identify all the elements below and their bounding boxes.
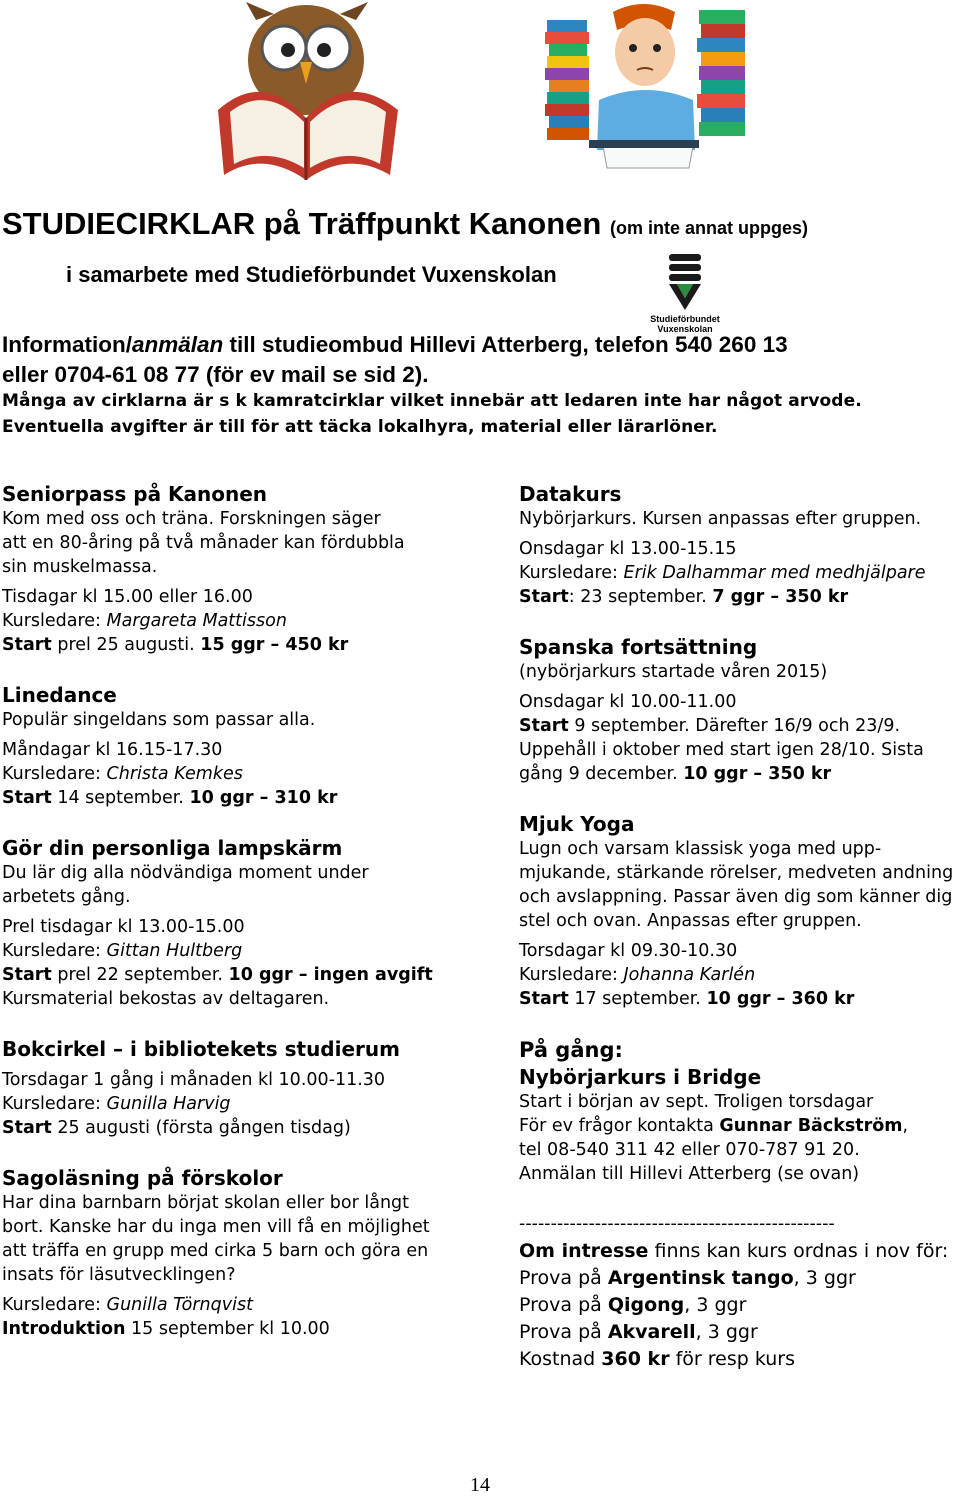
leader-label: Kursledare: bbox=[2, 611, 107, 631]
course-desc: Lugn och varsam klassisk yoga med upp- bbox=[519, 839, 882, 859]
item-suffix: , 3 ggr bbox=[793, 1267, 856, 1289]
course-heading: Bokcirkel – i bibliotekets studierum bbox=[2, 1037, 400, 1061]
course-desc: Start i början av sept. Troligen torsdagar bbox=[519, 1092, 874, 1112]
course-material-note: Kursmaterial bekostas av deltagaren. bbox=[2, 989, 330, 1009]
course-sagolasning bbox=[2, 1165, 502, 1341]
course-heading: Datakurs bbox=[519, 482, 622, 506]
course-yoga bbox=[519, 811, 959, 1011]
sv-logo-line1: Studieförbundet bbox=[650, 314, 720, 324]
course-desc: Kom med oss och träna. Forskningen säger bbox=[2, 509, 381, 529]
sv-logo-mark-icon bbox=[665, 254, 705, 310]
course-time: Onsdagar kl 10.00-11.00 bbox=[519, 692, 737, 712]
item-prefix: Prova på bbox=[519, 1321, 608, 1343]
interest-text: finns kan kurs ordnas i nov för: bbox=[648, 1240, 949, 1262]
course-time: Torsdagar 1 gång i månaden kl 10.00-11.30 bbox=[2, 1070, 386, 1090]
page-title bbox=[2, 206, 808, 242]
owl-reading-illustration bbox=[208, 0, 408, 185]
leader-name: Gunilla Harvig bbox=[106, 1094, 231, 1114]
cost-amount: 360 kr bbox=[601, 1348, 670, 1370]
contact-name: Gunnar Bäckström bbox=[719, 1116, 903, 1136]
cost-prefix: Kostnad bbox=[519, 1348, 602, 1370]
course-price: 10 ggr – 360 kr bbox=[706, 989, 855, 1009]
leader-name: Gunilla Törnqvist bbox=[106, 1295, 253, 1315]
start-label: Start bbox=[2, 635, 52, 655]
note-line-2: Eventuella avgifter är till för att täcka lokalhyra, material eller lärarlöner. bbox=[2, 417, 718, 437]
start-label: Start bbox=[519, 587, 569, 607]
course-desc: stel och ovan. Anpassas efter gruppen. bbox=[519, 911, 862, 931]
leader-label: Kursledare: bbox=[519, 563, 624, 583]
course-lampskarm bbox=[2, 835, 502, 1011]
course-start bbox=[2, 1116, 502, 1140]
course-price: 10 ggr – 350 kr bbox=[683, 764, 832, 784]
leader-label: Kursledare: bbox=[2, 941, 107, 961]
sv-logo-line2: Vuxenskolan bbox=[657, 324, 713, 334]
course-leader bbox=[2, 1092, 502, 1116]
contact-phone: tel 08-540 311 42 eller 070-787 91 20. bbox=[519, 1140, 860, 1160]
course-linedance bbox=[2, 682, 502, 810]
course-price: 10 ggr – 310 kr bbox=[189, 788, 338, 808]
course-contact bbox=[519, 1114, 959, 1138]
course-leader bbox=[519, 561, 959, 585]
interest-section bbox=[519, 1238, 959, 1373]
interest-item bbox=[519, 1292, 959, 1319]
item-name: Akvarell bbox=[607, 1321, 696, 1343]
course-desc: (nybörjarkurs startade våren 2015) bbox=[519, 662, 828, 682]
right-column bbox=[519, 481, 959, 1373]
course-seniorpass bbox=[2, 481, 502, 657]
start-date: 14 september. bbox=[51, 788, 190, 808]
contact-text: För ev frågor kontakta bbox=[519, 1116, 720, 1136]
item-prefix: Prova på bbox=[519, 1267, 608, 1289]
item-prefix: Prova på bbox=[519, 1294, 608, 1316]
course-desc: Nybörjarkurs. Kursen anpassas efter gruppen. bbox=[519, 509, 922, 529]
course-spanska bbox=[519, 634, 959, 786]
student-with-books-illustration bbox=[543, 0, 750, 172]
course-leader bbox=[2, 609, 502, 633]
course-heading: Nybörjarkurs i Bridge bbox=[519, 1065, 762, 1089]
course-desc: att en 80-åring på två månader kan fördubbla bbox=[2, 533, 405, 553]
info-text-1: Information/ bbox=[2, 332, 132, 357]
interest-item bbox=[519, 1265, 959, 1292]
page-number: 14 bbox=[470, 1474, 490, 1496]
divider-line: -------------------------------------------------- bbox=[519, 1214, 835, 1234]
item-suffix: , 3 ggr bbox=[695, 1321, 758, 1343]
note-line-1: Många av cirklarna är s k kamratcirklar vilket innebär att ledaren inte har något arvode. bbox=[2, 391, 862, 411]
course-time: Onsdagar kl 13.00-15.15 bbox=[519, 539, 737, 559]
course-desc: Har dina barnbarn börjat skolan eller bor långt bbox=[2, 1193, 410, 1213]
course-start bbox=[2, 786, 502, 810]
start-label: Start bbox=[519, 716, 569, 736]
interest-lead bbox=[519, 1238, 959, 1265]
start-label: Start bbox=[2, 788, 52, 808]
info-italic: anmälan bbox=[132, 332, 224, 357]
start-date: prel 25 augusti. bbox=[51, 635, 201, 655]
info-line-2: eller 0704-61 08 77 (för ev mail se sid 2). bbox=[2, 362, 429, 387]
course-start bbox=[519, 585, 959, 609]
leader-label: Kursledare: bbox=[2, 764, 107, 784]
title-main: STUDIECIRKLAR på Träffpunkt Kanonen bbox=[2, 206, 602, 241]
intro-label: Introduktion bbox=[2, 1319, 126, 1339]
contact-comma: , bbox=[902, 1116, 909, 1136]
course-heading: Gör din personliga lampskärm bbox=[2, 836, 343, 860]
course-desc: sin muskelmassa. bbox=[2, 557, 158, 577]
course-desc: Du lär dig alla nödvändiga moment under bbox=[2, 863, 369, 883]
note-block bbox=[2, 388, 862, 440]
course-heading: Mjuk Yoga bbox=[519, 812, 635, 836]
start-date: 17 september. bbox=[568, 989, 707, 1009]
item-name: Qigong bbox=[607, 1294, 685, 1316]
interest-cost bbox=[519, 1346, 959, 1373]
leader-name: Margareta Mattisson bbox=[106, 611, 287, 631]
start-label: Start bbox=[519, 989, 569, 1009]
course-desc: bort. Kanske har du inga men vill få en möjlighet bbox=[2, 1217, 430, 1237]
course-price: 15 ggr – 450 kr bbox=[200, 635, 349, 655]
start-date: 25 augusti (första gången tisdag) bbox=[51, 1118, 351, 1138]
collaboration-line: i samarbete med Studieförbundet Vuxenskolan bbox=[66, 262, 557, 287]
info-block bbox=[2, 330, 788, 390]
course-datakurs bbox=[519, 481, 959, 609]
course-desc: Uppehåll i oktober med start igen 28/10. Sista bbox=[519, 740, 924, 760]
left-column bbox=[2, 481, 502, 1341]
course-start bbox=[519, 714, 959, 738]
course-leader bbox=[519, 963, 959, 987]
start-date: : 23 september. bbox=[568, 587, 713, 607]
course-price: 10 ggr – ingen avgift bbox=[228, 965, 433, 985]
sv-logo bbox=[645, 254, 725, 334]
course-desc: mjukande, stärkande rörelser, medveten andning bbox=[519, 863, 954, 883]
course-start bbox=[2, 633, 502, 657]
end-date: gång 9 december. bbox=[519, 764, 684, 784]
course-intro bbox=[2, 1317, 502, 1341]
title-note: (om inte annat uppges) bbox=[609, 218, 808, 238]
leader-label: Kursledare: bbox=[519, 965, 624, 985]
leader-name: Gittan Hultberg bbox=[106, 941, 243, 961]
course-desc: att träffa en grupp med cirka 5 barn och göra en bbox=[2, 1241, 429, 1261]
course-desc: och avslappning. Passar även dig som känner dig bbox=[519, 887, 953, 907]
intro-date: 15 september kl 10.00 bbox=[125, 1319, 330, 1339]
start-label: Start bbox=[2, 1118, 52, 1138]
course-desc: arbetets gång. bbox=[2, 887, 131, 907]
course-leader bbox=[2, 762, 502, 786]
course-time: Tisdagar kl 15.00 eller 16.00 bbox=[2, 587, 253, 607]
course-desc: insats för läsutvecklingen? bbox=[2, 1265, 236, 1285]
upcoming-section bbox=[519, 1036, 959, 1186]
upcoming-heading: På gång: bbox=[519, 1038, 623, 1062]
course-time: Torsdagar kl 09.30-10.30 bbox=[519, 941, 738, 961]
registration-note: Anmälan till Hillevi Atterberg (se ovan) bbox=[519, 1164, 860, 1184]
leader-name: Christa Kemkes bbox=[106, 764, 243, 784]
leader-name: Erik Dalhammar med medhjälpare bbox=[623, 563, 926, 583]
course-time: Måndagar kl 16.15-17.30 bbox=[2, 740, 223, 760]
course-leader bbox=[2, 1293, 502, 1317]
info-text-2: till studieombud Hillevi Atterberg, telefon 540 260 13 bbox=[223, 332, 788, 357]
course-desc: Populär singeldans som passar alla. bbox=[2, 710, 316, 730]
course-leader bbox=[2, 939, 502, 963]
course-bokcirkel bbox=[2, 1036, 502, 1140]
item-suffix: , 3 ggr bbox=[684, 1294, 747, 1316]
start-label: Start bbox=[2, 965, 52, 985]
course-heading: Linedance bbox=[2, 683, 117, 707]
course-time: Prel tisdagar kl 13.00-15.00 bbox=[2, 917, 245, 937]
course-heading: Spanska fortsättning bbox=[519, 635, 758, 659]
course-heading: Sagoläsning på förskolor bbox=[2, 1166, 283, 1190]
start-date: 9 september. Därefter 16/9 och 23/9. bbox=[568, 716, 901, 736]
leader-label: Kursledare: bbox=[2, 1295, 107, 1315]
cost-suffix: för resp kurs bbox=[669, 1348, 796, 1370]
leader-name: Johanna Karlén bbox=[623, 965, 756, 985]
course-start bbox=[2, 963, 502, 987]
interest-bold: Om intresse bbox=[519, 1240, 649, 1262]
course-heading: Seniorpass på Kanonen bbox=[2, 482, 268, 506]
course-price: 7 ggr – 350 kr bbox=[712, 587, 849, 607]
interest-item bbox=[519, 1319, 959, 1346]
leader-label: Kursledare: bbox=[2, 1094, 107, 1114]
course-end bbox=[519, 762, 959, 786]
course-start bbox=[519, 987, 959, 1011]
start-date: prel 22 september. bbox=[51, 965, 229, 985]
item-name: Argentinsk tango bbox=[607, 1267, 794, 1289]
